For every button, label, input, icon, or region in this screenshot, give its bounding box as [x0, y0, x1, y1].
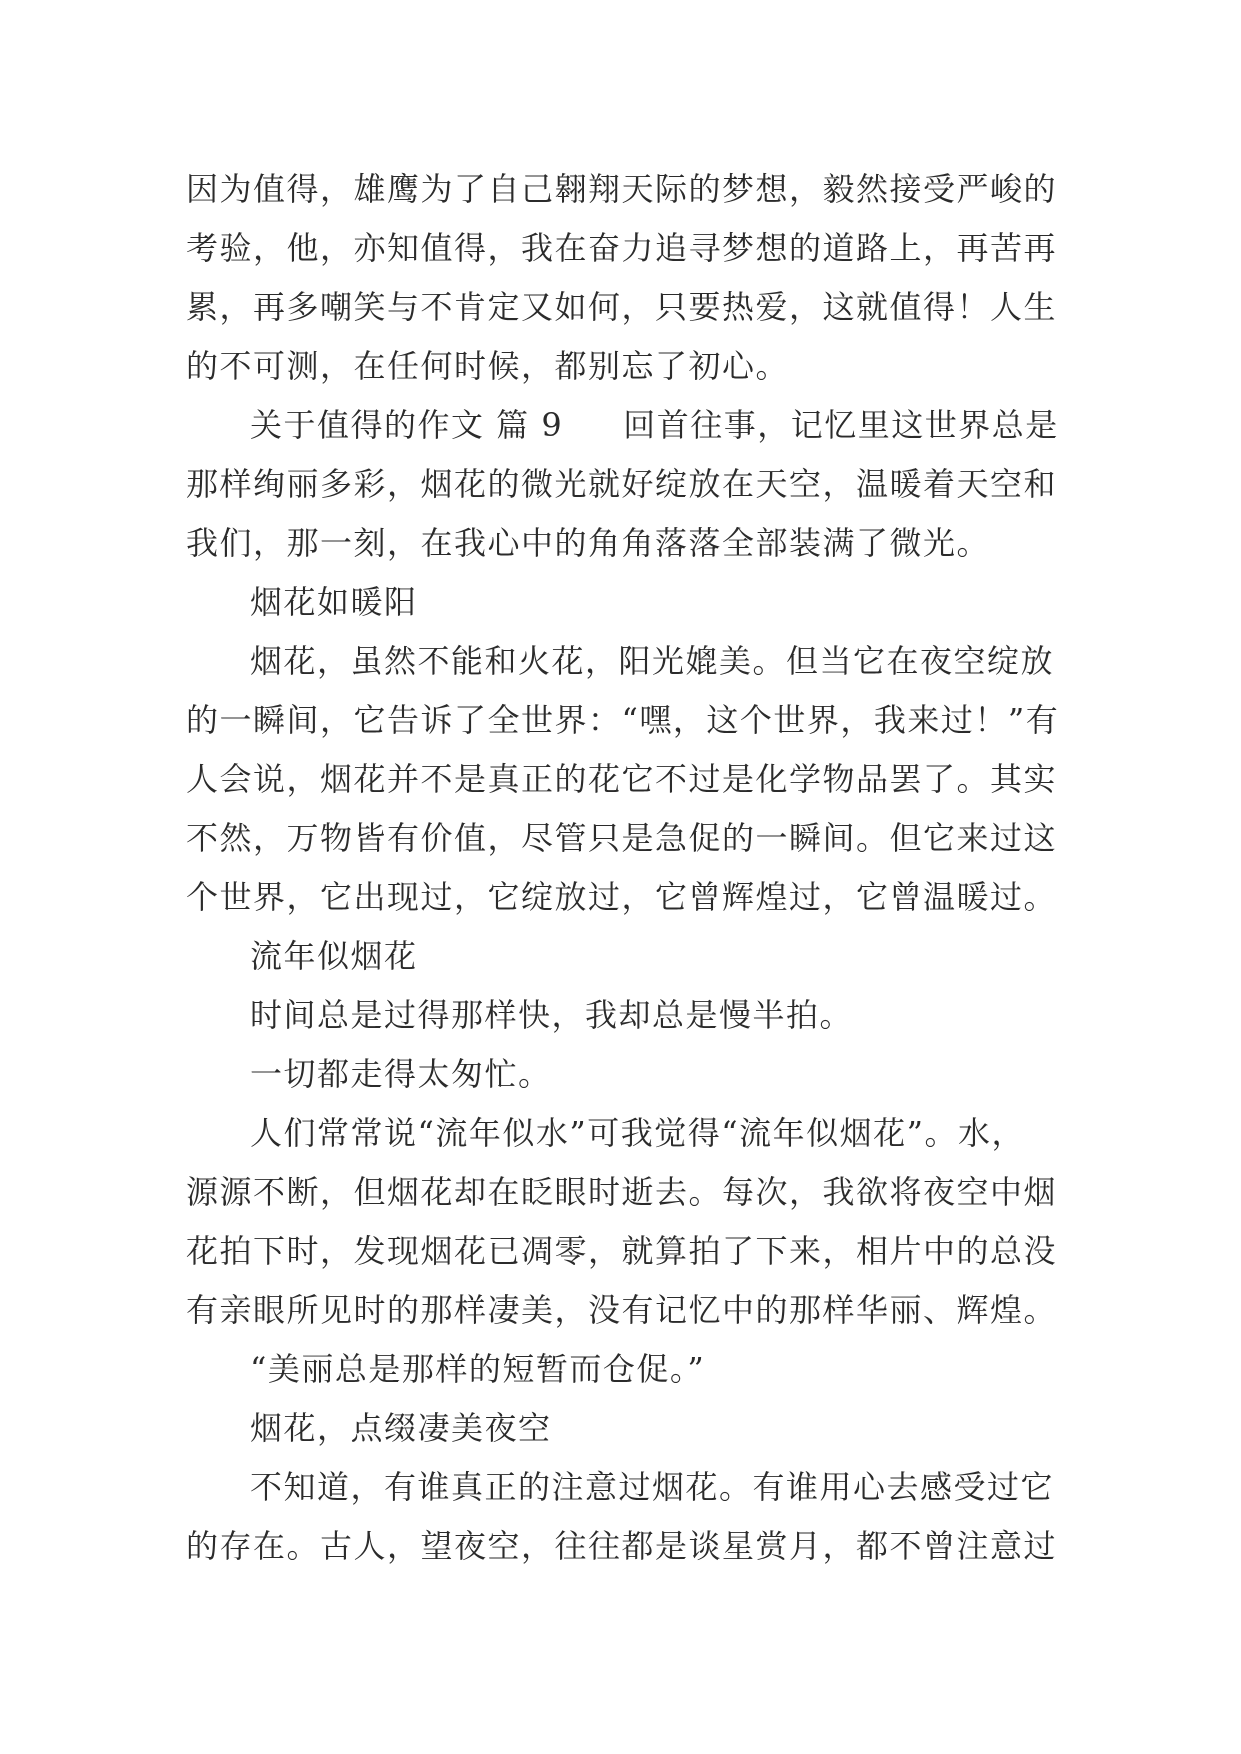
- body-line: 人会说，烟花并不是真正的花它不过是化学物品罢了。其实: [186, 760, 1058, 798]
- document-body: [186, 160, 1086, 1576]
- body-line: 烟花，虽然不能和火花，阳光媲美。但当它在夜空绽放: [250, 642, 1055, 680]
- body-line: 因为值得，雄鹰为了自己翱翔天际的梦想，毅然接受严峻的: [186, 170, 1058, 208]
- body-line: 人们常常说“流年似水”可我觉得“流年似烟花”。水，: [250, 1114, 1025, 1152]
- section-first-text: 回首往事，记忆里这世界总是: [623, 406, 1059, 444]
- quote-line: “美丽总是那样的短暂而仓促。”: [250, 1350, 706, 1388]
- body-line: 的不可测，在任何时候，都别忘了初心。: [186, 347, 790, 385]
- body-line: 我们，那一刻，在我心中的角角落落全部装满了微光。: [186, 524, 991, 562]
- body-line: 的一瞬间，它告诉了全世界：“嘿，这个世界，我来过！”有: [186, 701, 1060, 739]
- body-line: 个世界，它出现过，它绽放过，它曾辉煌过，它曾温暖过。: [186, 878, 1058, 916]
- section-title: 关于值得的作文 篇 9: [250, 406, 564, 444]
- body-line: 源源不断，但烟花却在眨眼时逝去。每次，我欲将夜空中烟: [186, 1173, 1058, 1211]
- body-line: 累，再多嘲笑与不肯定又如何，只要热爱，这就值得！人生: [186, 288, 1058, 326]
- body-line: 花拍下时，发现烟花已凋零，就算拍了下来，相片中的总没: [186, 1232, 1058, 1270]
- subtitle: 烟花，点缀凄美夜空: [250, 1409, 552, 1447]
- body-line: 那样绚丽多彩，烟花的微光就好绽放在天空，温暖着天空和: [186, 465, 1058, 503]
- body-line: 的存在。古人，望夜空，往往都是谈星赏月，都不曾注意过: [186, 1527, 1058, 1565]
- body-line: 时间总是过得那样快，我却总是慢半拍。: [250, 996, 854, 1034]
- body-line: 不然，万物皆有价值，尽管只是急促的一瞬间。但它来过这: [186, 819, 1058, 857]
- section-heading-line: [186, 396, 1086, 455]
- subtitle: 烟花如暖阳: [250, 583, 418, 621]
- body-line: 考验，他，亦知值得，我在奋力追寻梦想的道路上，再苦再: [186, 229, 1058, 267]
- subtitle: 流年似烟花: [250, 937, 418, 975]
- body-line: 不知道，有谁真正的注意过烟花。有谁用心去感受过它: [250, 1468, 1055, 1506]
- body-line: 有亲眼所见时的那样凄美，没有记忆中的那样华丽、辉煌。: [186, 1291, 1058, 1329]
- body-line: 一切都走得太匆忙。: [250, 1055, 552, 1093]
